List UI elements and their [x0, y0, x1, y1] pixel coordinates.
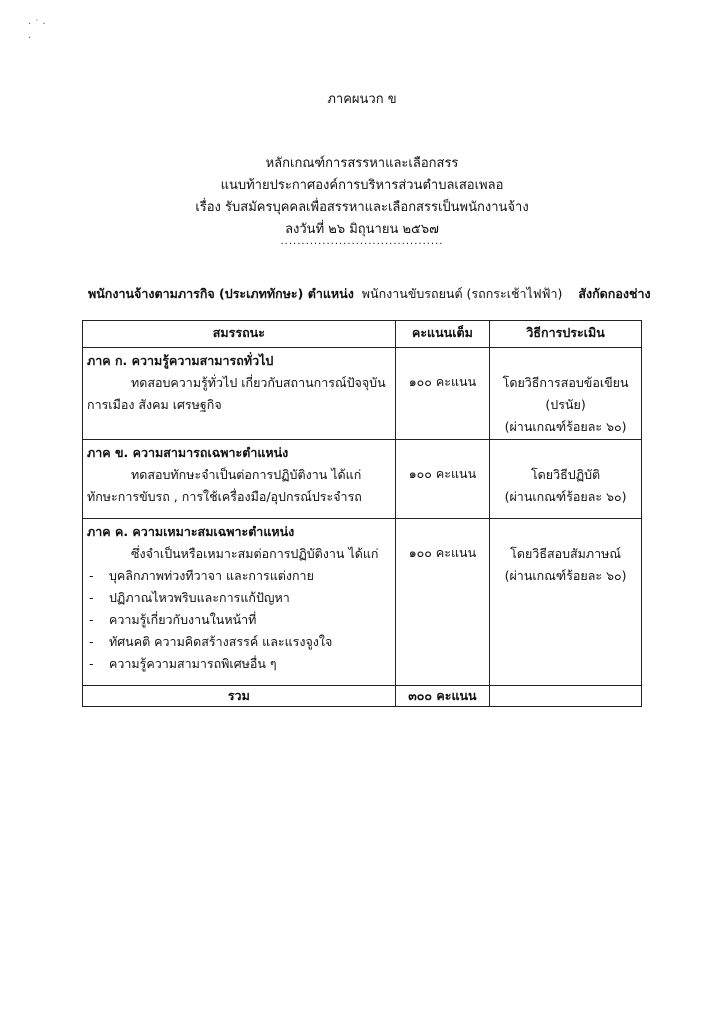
section-b-desc-1: ทดสอบทักษะจำเป็นต่อการปฏิบัติงาน ได้แก่ — [131, 467, 362, 482]
section-b-method: โดยวิธีปฏิบัติ — [530, 467, 601, 482]
total-row — [83, 686, 642, 707]
title-line-3: เรื่อง รับสมัครบุคคลเพื่อสรรหาและเลือกสรรเป็นพนักงานจ้าง — [195, 200, 529, 215]
competency-cell — [83, 348, 396, 440]
list-item: - ความรู้เกี่ยวกับงานในหน้าที่ — [89, 612, 257, 627]
score-cell: ๑๐๐ คะแนน — [395, 519, 489, 686]
table-row — [83, 440, 642, 519]
score-cell: ๑๐๐ คะแนน — [395, 440, 489, 519]
section-b-desc-2: ทักษะการขับรถ , การใช้เครื่องมือ/อุปกรณ์ประจำรถ — [87, 489, 362, 504]
list-item: - ทัศนคติ ความคิดสร้างสรรค์ และแรงจูงใจ — [89, 634, 333, 649]
section-a-threshold: (ผ่านเกณฑ์ร้อยละ ๖๐) — [504, 419, 627, 434]
header-competency: สมรรถนะ — [83, 321, 396, 348]
section-b-title: ภาค ข. ความสามารถเฉพาะตำแหน่ง — [87, 445, 289, 460]
section-a-desc-1: ทดสอบความรู้ทั่วไป เกี่ยวกับสถานการณ์ปัจจุบัน — [131, 375, 386, 390]
score-cell: ๑๐๐ คะแนน — [395, 348, 489, 440]
separator-dots: ....................................... — [280, 236, 444, 247]
section-a-desc-2: การเมือง สังคม เศรษฐกิจ — [87, 397, 222, 412]
total-empty-cell — [490, 686, 642, 707]
title-line-2: แนบท้ายประกาศองค์การบริหารส่วนตำบลเสอเพลอ — [220, 178, 504, 193]
section-a-title: ภาค ก. ความรู้ความสามารถทั่วไป — [87, 353, 274, 368]
section-c-title: ภาค ค. ความเหมาะสมเฉพาะตำแหน่ง — [87, 524, 295, 539]
list-item: - ความรู้ความสามารถพิเศษอื่น ๆ — [89, 656, 277, 671]
method-cell — [490, 348, 642, 440]
list-item: - ปฏิภาณไหวพริบและการแก้ปัญหา — [89, 590, 290, 605]
section-c-method: โดยวิธีสอบสัมภาษณ์ — [510, 546, 621, 561]
section-c-desc-1: ซึ่งจำเป็นหรือเหมาะสมต่อการปฏิบัติงาน ได้แก่ — [131, 546, 379, 561]
list-item: - บุคลิกภาพท่วงทีวาจา และการแต่งกาย — [89, 568, 314, 583]
table-row — [83, 519, 642, 686]
department-label: สังกัดกองช่าง — [578, 286, 651, 301]
section-c-bullets — [87, 565, 391, 675]
section-b-threshold: (ผ่านเกณฑ์ร้อยละ ๖๐) — [504, 489, 627, 504]
method-cell — [490, 440, 642, 519]
title-line-1: หลักเกณฑ์การสรรหาและเลือกสรร — [265, 156, 459, 171]
total-label: รวม — [83, 686, 396, 707]
table-header-row — [83, 321, 642, 348]
position-type-label: พนักงานจ้างตามภารกิจ (ประเภททักษะ) ตำแหน่ง — [88, 286, 354, 301]
title-line-4: ลงวันที่ ๒๖ มิถุนายน ๒๕๖๗ — [285, 222, 439, 237]
method-cell — [490, 519, 642, 686]
header-method: วิธีการประเมิน — [490, 321, 642, 348]
scan-specks: · ˙ · · — [28, 19, 46, 44]
section-a-method: โดยวิธีการสอบข้อเขียน (ปรนัย) — [502, 375, 629, 412]
section-c-threshold: (ผ่านเกณฑ์ร้อยละ ๖๐) — [504, 568, 627, 583]
criteria-table — [82, 320, 642, 707]
position-title: พนักงานขับรถยนต์ (รถกระเช้าไฟฟ้า) — [361, 286, 563, 301]
appendix-label: ภาคผนวก ข — [327, 92, 397, 107]
header-full-score: คะแนนเต็ม — [395, 321, 489, 348]
total-score: ๓๐๐ คะแนน — [395, 686, 489, 707]
position-line — [88, 284, 668, 304]
competency-cell — [83, 519, 396, 686]
table-row — [83, 348, 642, 440]
competency-cell — [83, 440, 396, 519]
